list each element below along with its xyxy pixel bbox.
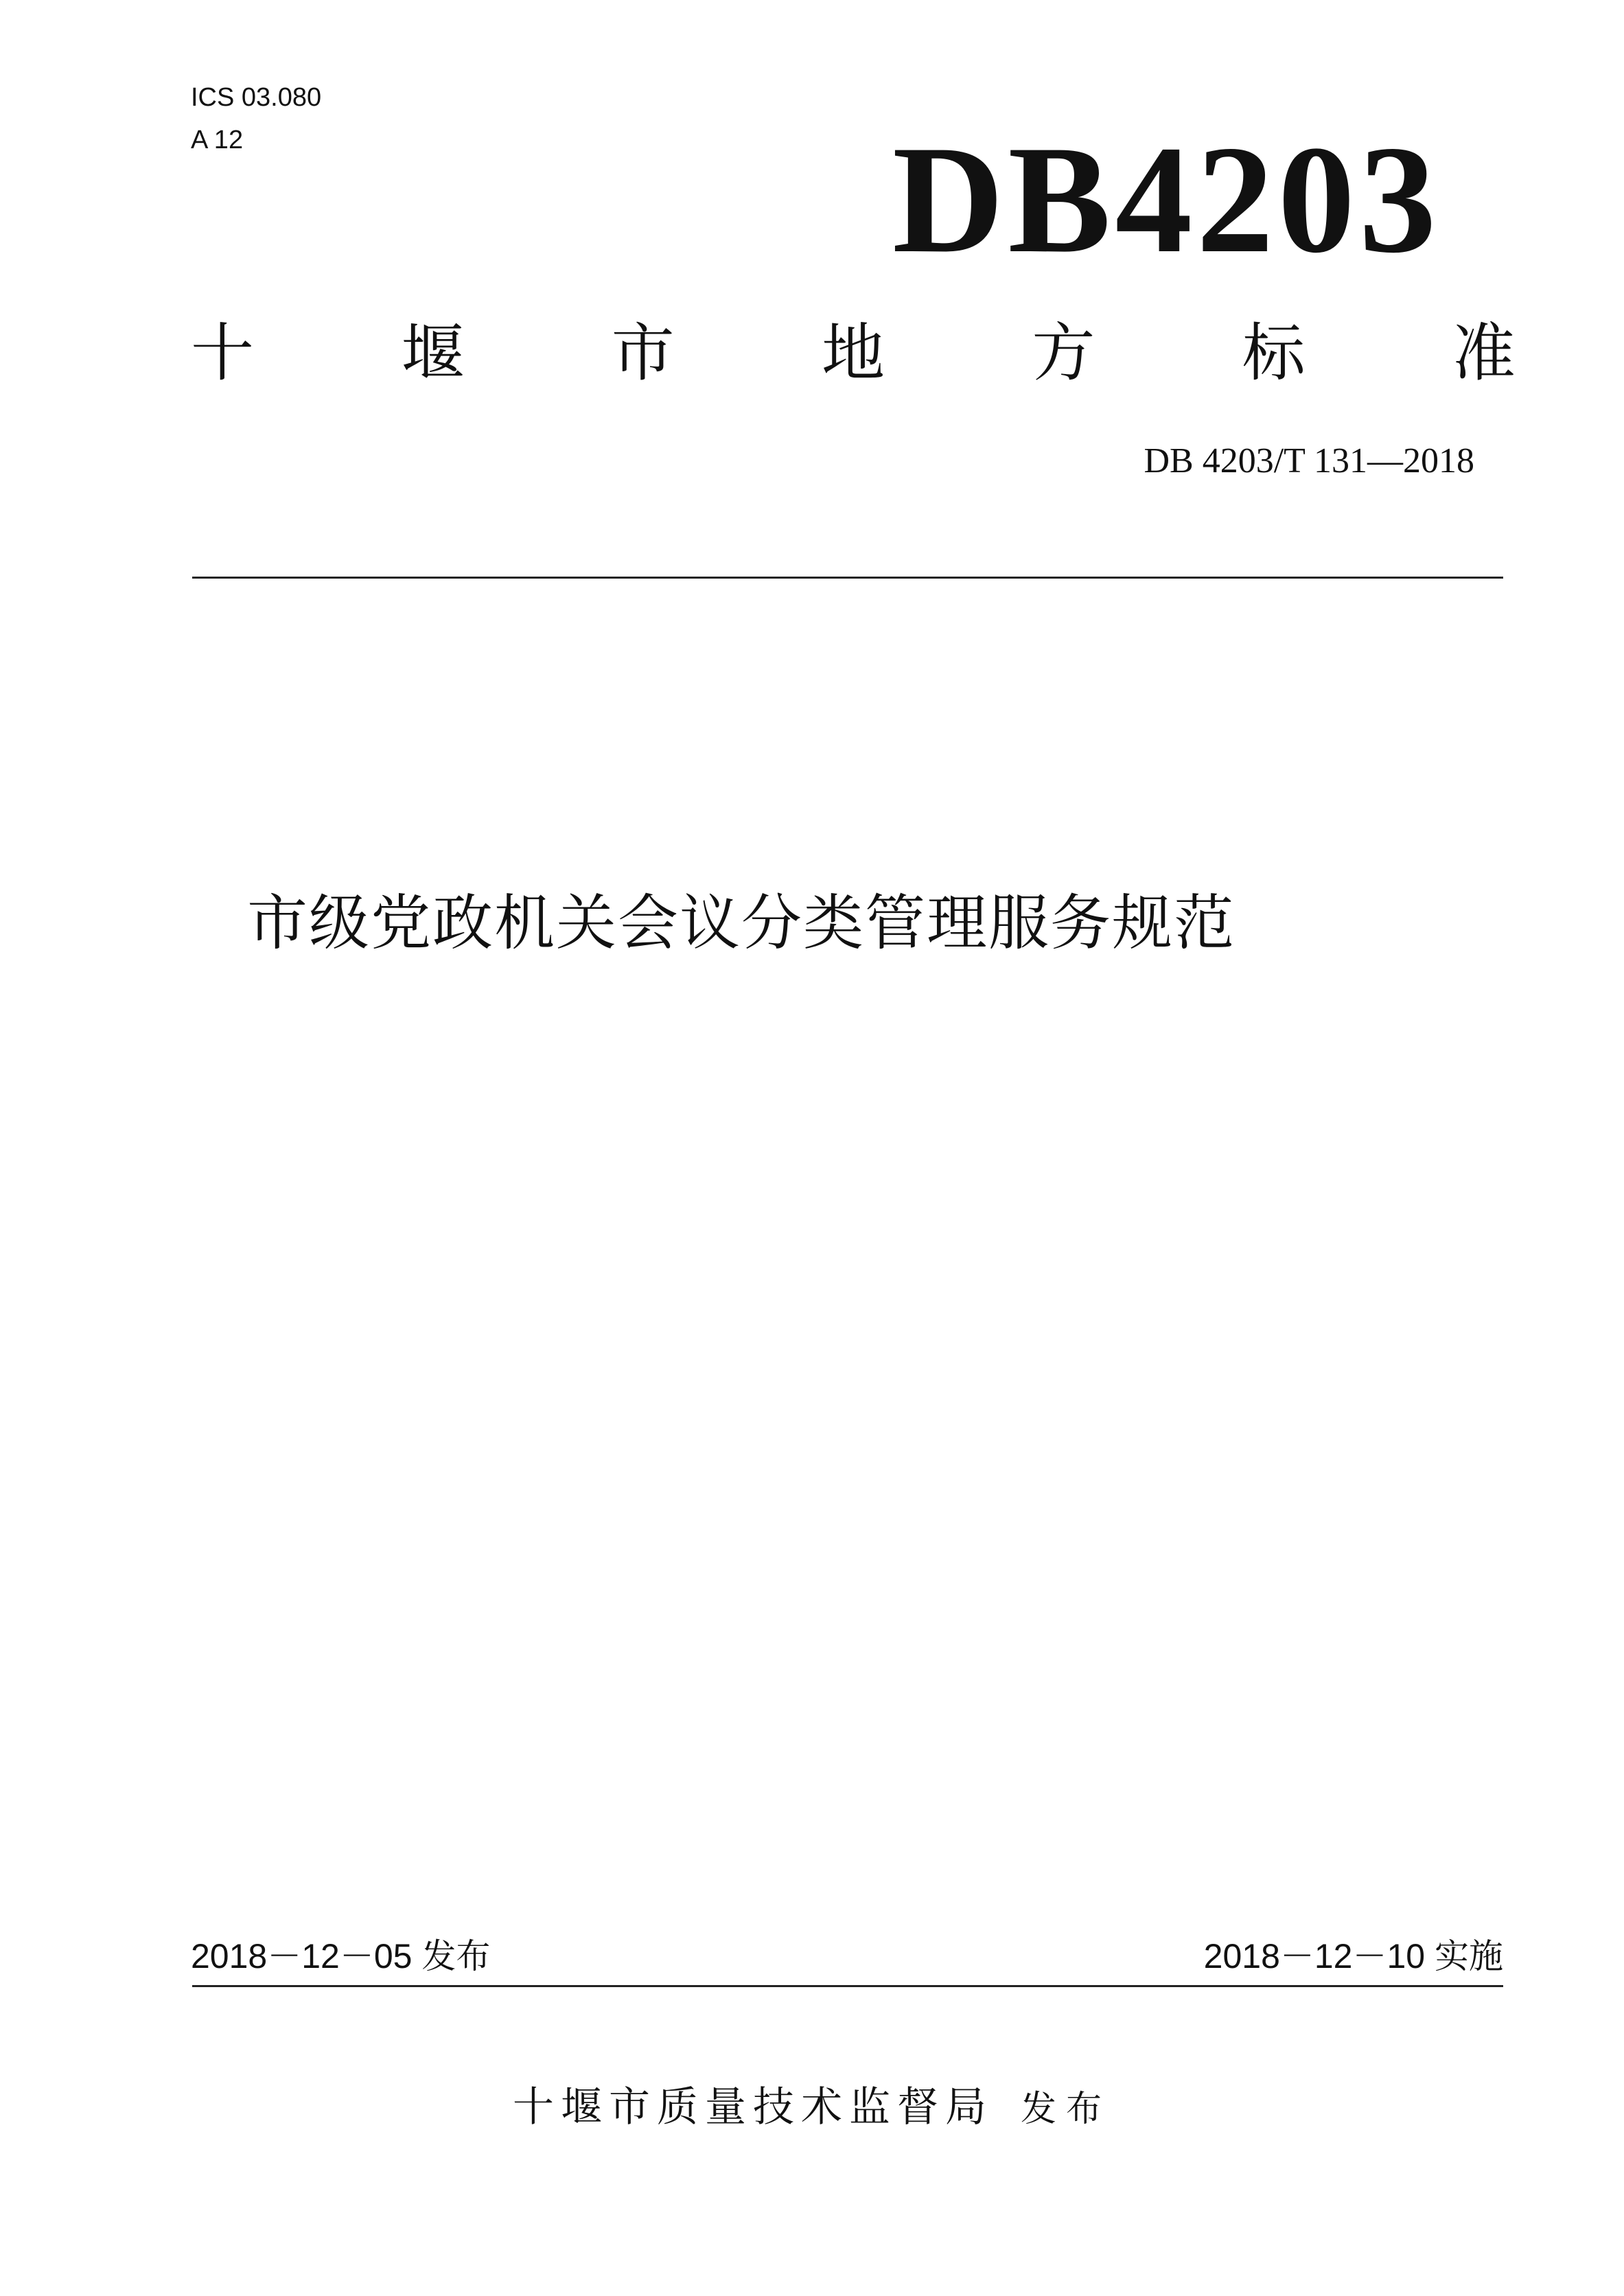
standard-type-heading xyxy=(191,316,1516,391)
header-divider xyxy=(192,577,1503,579)
publisher-name: 十堰市质量技术监督局 xyxy=(512,2083,993,2131)
ccs-code: A 12 xyxy=(191,126,244,154)
publisher-verb: 发布 xyxy=(1020,2089,1111,2130)
standard-type-char: 标 xyxy=(1242,316,1306,390)
standard-type-char: 准 xyxy=(1452,316,1516,390)
implementation-date: 2018－12－10 实施 xyxy=(1203,1937,1503,1975)
standard-type-char: 十 xyxy=(191,316,255,390)
footer-divider xyxy=(192,1985,1503,1987)
issue-date: 2018－12－05 发布 xyxy=(191,1937,491,1975)
standard-number: DB 4203/T 131—2018 xyxy=(1144,441,1474,480)
standard-type-char: 方 xyxy=(1032,316,1095,390)
ics-code: ICS 03.080 xyxy=(191,83,322,112)
db-code-logo: DB4203 xyxy=(892,113,1441,285)
standard-type-char: 市 xyxy=(611,316,675,390)
publisher-line xyxy=(0,2080,1624,2137)
document-title: 市级党政机关会议分类管理服务规范 xyxy=(247,888,1236,958)
standard-type-char: 堰 xyxy=(401,316,465,390)
standard-type-char: 地 xyxy=(821,316,885,390)
